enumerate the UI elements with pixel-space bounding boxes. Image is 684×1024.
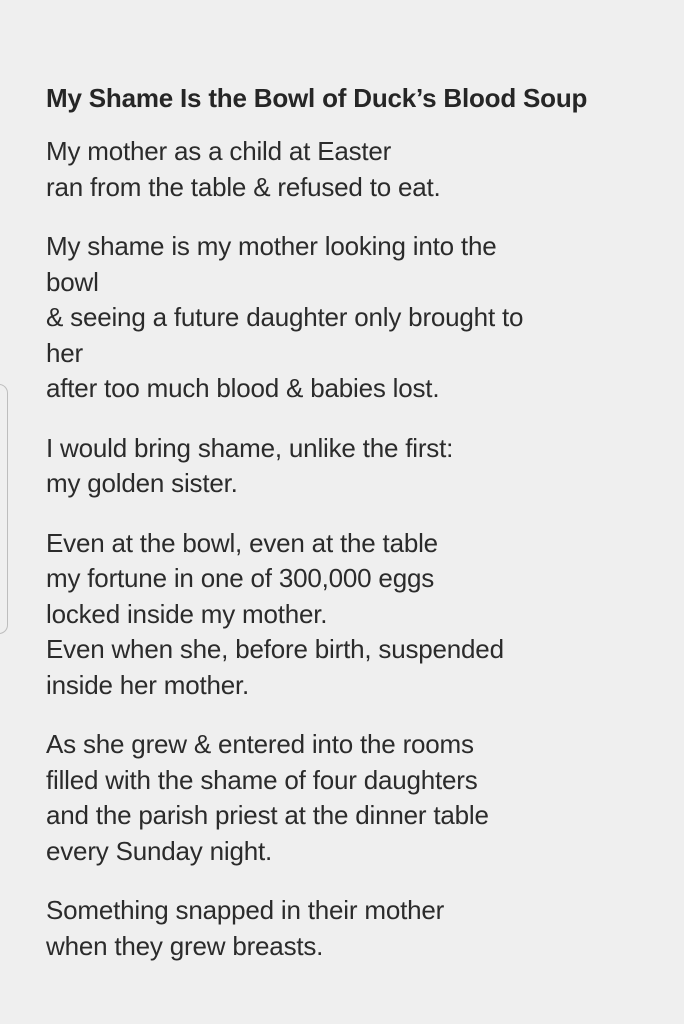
poem-container [46, 80, 646, 988]
poem-line: every Sunday night. [46, 835, 273, 866]
stanza-3 [46, 431, 646, 502]
poem-title: My Shame Is the Bowl of Duck’s Blood Soup [46, 83, 588, 113]
poem-line: My mother as a child at Easter [46, 136, 392, 166]
poem-line: Even when she, before birth, suspended [46, 634, 504, 664]
poem-line: and the parish priest at the dinner table [46, 800, 489, 830]
poem-line: Even at the bowl, even at the table [46, 527, 438, 558]
stanza-6 [46, 893, 646, 964]
poem-line: I would bring shame, unlike the first: [46, 432, 454, 463]
stanza-4 [46, 526, 646, 704]
poem-line: when they grew breasts. [46, 930, 324, 961]
poem-line: locked inside my mother. [46, 598, 328, 629]
stanza-2 [46, 229, 646, 407]
poem-line: bowl [46, 266, 99, 297]
poem-line: filled with the shame of four daughters [46, 764, 478, 795]
poem-line: ran from the table & refused to eat. [46, 171, 441, 202]
poem-line: after too much blood & babies lost. [46, 373, 440, 403]
poem-line: As she grew & entered into the rooms [46, 729, 474, 759]
poem-line: my golden sister. [46, 468, 238, 498]
stanza-1 [46, 134, 646, 205]
poem-line: her [46, 337, 83, 368]
poem-line: My shame is my mother looking into the [46, 231, 497, 261]
side-panel-handle[interactable] [0, 384, 8, 634]
poem-line: & seeing a future daughter only brought to [46, 302, 524, 332]
poem-line: Something snapped in their mother [46, 895, 445, 925]
stanza-5 [46, 727, 646, 869]
poem-line: inside her mother. [46, 669, 250, 700]
poem-line: my fortune in one of 300,000 eggs [46, 563, 435, 593]
